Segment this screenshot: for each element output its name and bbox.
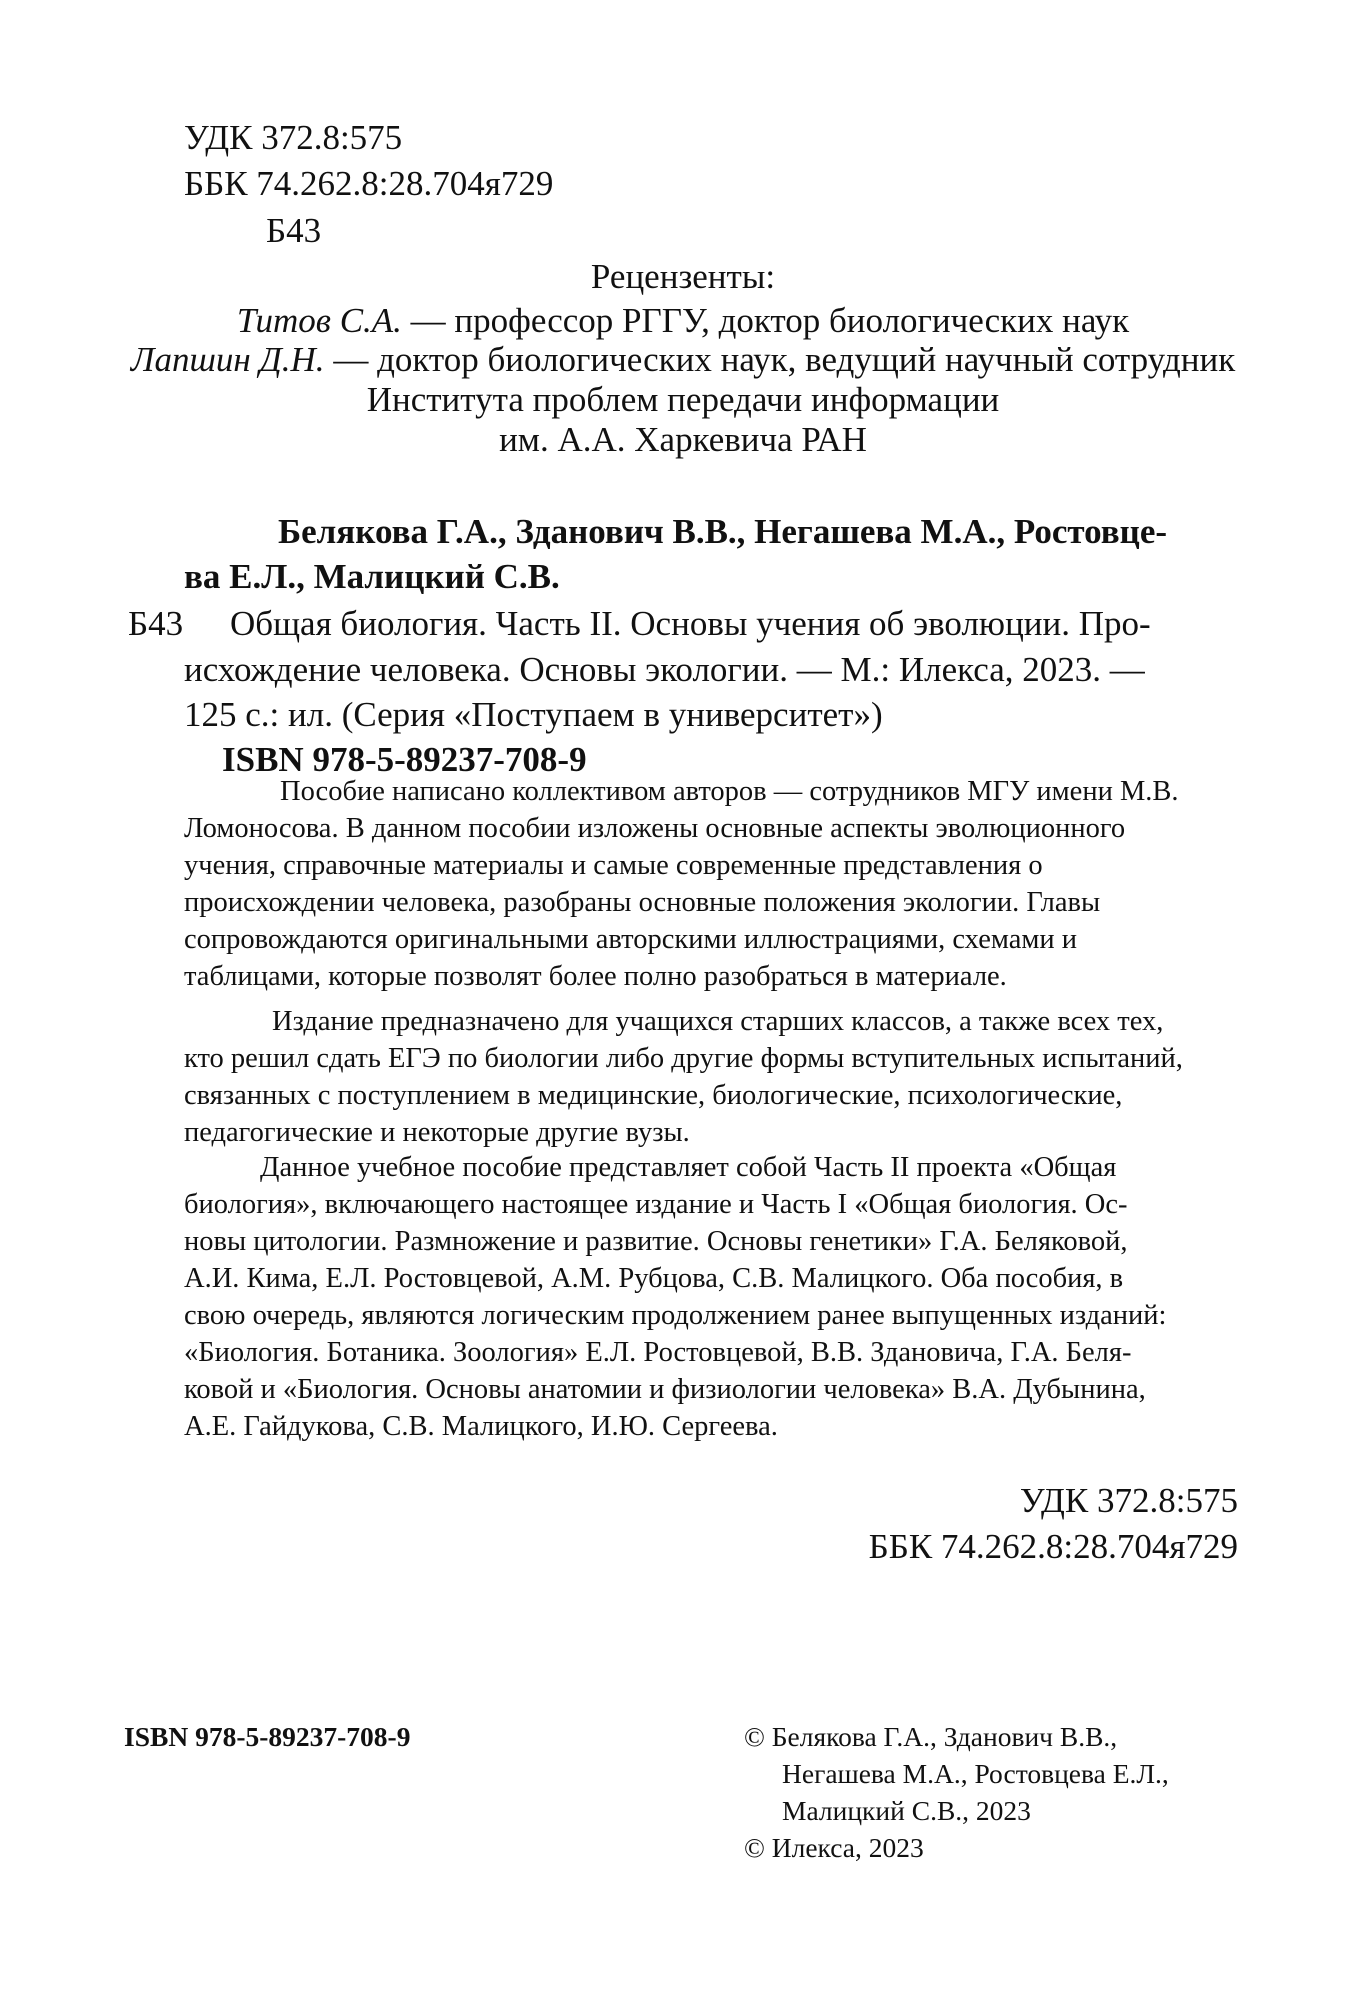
abstract-p1-line-5: сопровождаются оригинальными авторскими иллюстрациями, схемами и: [184, 924, 1078, 955]
reviewer-2-name: Лапшин Д.Н.: [130, 340, 325, 379]
abstract-p1-line-4: происхождении человека, разобраны основные положения экологии. Главы: [184, 887, 1101, 918]
bbk-code: ББК 74.262.8:28.704я729: [184, 164, 554, 203]
abstract-p3-line-5: свою очередь, являются логическим продолжением ранее выпущенных изданий:: [184, 1300, 1167, 1331]
copyright-publisher: © Илекса, 2023: [744, 1832, 924, 1863]
abstract-p3-line-8: А.Е. Гайдукова, С.В. Малицкого, И.Ю. Сергеева.: [184, 1411, 778, 1442]
abstract-p1-line-6: таблицами, которые позволят более полно разобраться в материале.: [184, 961, 1007, 992]
abstract-p1-line-2: Ломоносова. В данном пособии изложены основные аспекты эволюционного: [184, 813, 1126, 844]
copyright-authors-line-3: Малицкий С.В., 2023: [782, 1795, 1031, 1826]
footer-bbk-code: ББК 74.262.8:28.704я729: [868, 1527, 1238, 1566]
abstract-p1-line-1: Пособие написано коллективом авторов — сотрудников МГУ имени М.В.: [280, 776, 1179, 807]
reviewer-1-desc: — профессор РГГУ, доктор биологических наук: [401, 301, 1130, 340]
book-title-line-3: 125 с.: ил. (Серия «Поступаем в университет»): [184, 695, 883, 734]
abstract-p1-line-3: учения, справочные материалы и самые современные представления о: [184, 850, 1043, 881]
abstract-p3-line-6: «Биология. Ботаника. Зоология» Е.Л. Ростовцевой, В.В. Здановича, Г.А. Беля-: [184, 1337, 1132, 1368]
abstract-p2-line-1: Издание предназначено для учащихся старших классов, а также всех тех,: [272, 1006, 1164, 1037]
isbn-imprint: ISBN 978-5-89237-708-9: [124, 1721, 411, 1752]
copyright-authors-line-1: © Белякова Г.А., Зданович В.В.,: [744, 1721, 1118, 1752]
abstract-p2-line-3: связанных с поступлением в медицинские, биологические, психологические,: [184, 1080, 1123, 1111]
authors-line-2: ва Е.Л., Малицкий С.В.: [184, 557, 560, 596]
book-title-line-1: Общая биология. Часть II. Основы учения об эволюции. Про-: [230, 604, 1151, 643]
isbn-main: ISBN 978-5-89237-708-9: [222, 740, 587, 779]
reviewers-title: Рецензенты:: [590, 257, 776, 296]
abstract-p3-line-2: биология», включающего настоящее издание и Часть I «Общая биология. Ос-: [184, 1189, 1128, 1220]
reviewer-1-name: Титов С.А.: [236, 301, 402, 340]
abstract-p3-line-1: Данное учебное пособие представляет собой Часть II проекта «Общая: [260, 1152, 1117, 1183]
footer-udk-code: УДК 372.8:575: [1019, 1481, 1238, 1520]
author-sign-code: Б43: [266, 211, 322, 250]
authors-line-1: Белякова Г.А., Зданович В.В., Негашева М.А., Ростовце-: [278, 512, 1168, 551]
copyright-authors-line-2: Негашева М.А., Ростовцева Е.Л.,: [782, 1758, 1169, 1789]
reviewer-2-institute: Института проблем передачи информации: [366, 380, 1000, 419]
reviewer-2-institute-name: им. А.А. Харкевича РАН: [499, 420, 867, 459]
book-title-line-2: исхождение человека. Основы экологии. — М.: Илекса, 2023. —: [184, 650, 1145, 689]
abstract-p3-line-4: А.И. Кима, Е.Л. Ростовцевой, А.М. Рубцова, С.В. Малицкого. Оба пособия, в: [184, 1263, 1124, 1294]
abstract-p2-line-4: педагогические и некоторые другие вузы.: [184, 1117, 690, 1148]
biblio-code: Б43: [128, 604, 184, 643]
abstract-p3-line-7: ковой и «Биология. Основы анатомии и физиологии человека» В.А. Дубынина,: [184, 1374, 1146, 1405]
abstract-p3-line-3: новы цитологии. Размножение и развитие. Основы генетики» Г.А. Беляковой,: [184, 1226, 1128, 1257]
reviewer-2-desc: — доктор биологических наук, ведущий научный сотрудник: [324, 340, 1236, 379]
abstract-p2-line-2: кто решил сдать ЕГЭ по биологии либо другие формы вступительных испытаний,: [184, 1043, 1183, 1074]
udk-code: УДК 372.8:575: [184, 118, 403, 157]
